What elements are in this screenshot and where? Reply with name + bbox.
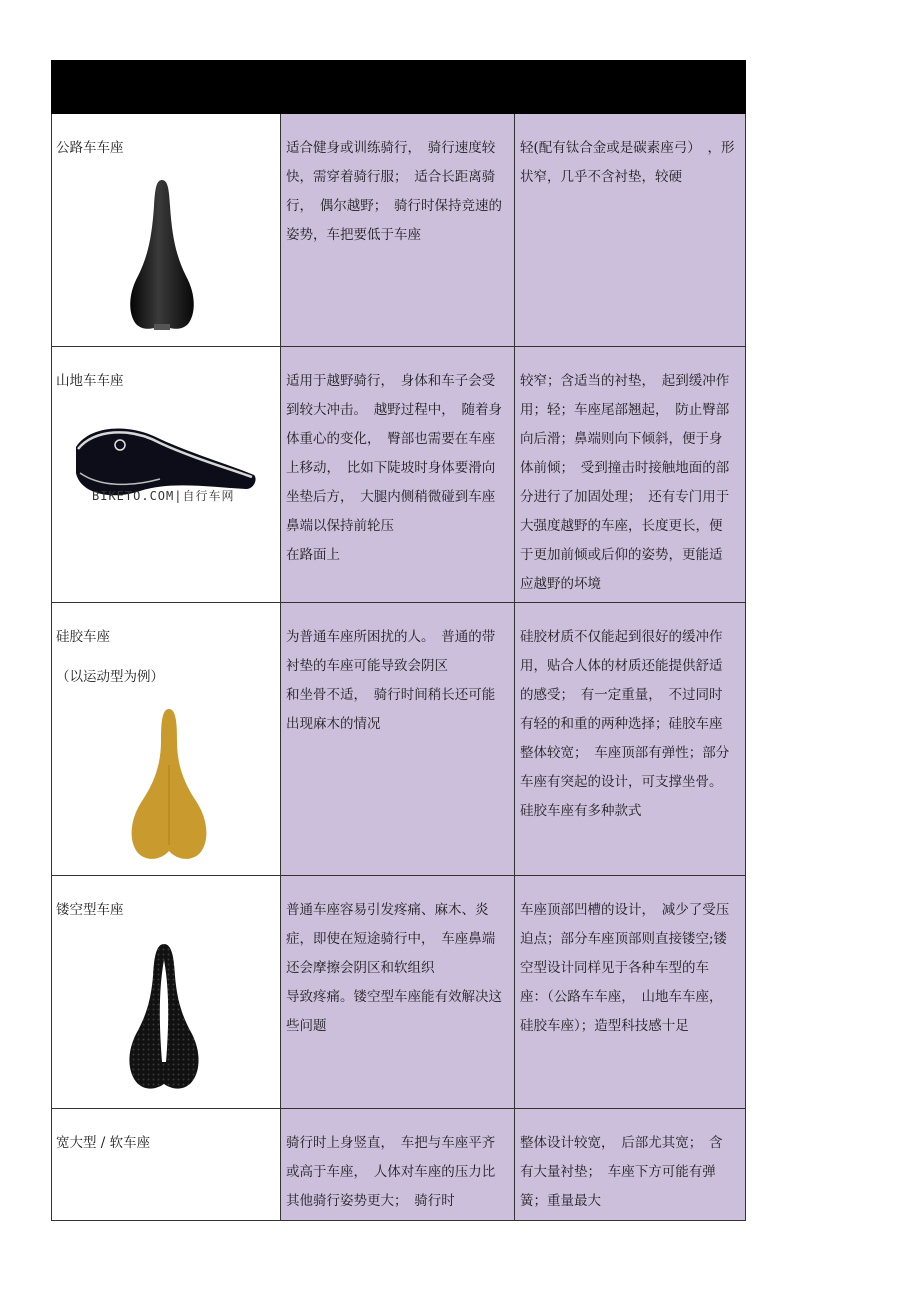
saddle-description: 普通车座容易引发疼痛、麻木、炎症，即使在短途骑行中， 车座鼻端还会摩擦会阴区和软组织 导致疼痛。镂空型车座能有效解决这些问题	[286, 902, 502, 1034]
description-cell	[281, 1109, 515, 1220]
road-saddle-image	[122, 176, 202, 336]
saddle-description: 为普通车座所困扰的人。 普通的带衬垫的车座可能导致会阴区 和坐骨不适， 骑行时间稍长还可能出现麻木的情况	[286, 629, 496, 732]
feature-cell	[515, 347, 746, 602]
description-cell	[281, 876, 515, 1108]
type-cell	[51, 114, 281, 346]
table-row	[51, 1109, 746, 1221]
feature-cell	[515, 114, 746, 346]
saddle-features: 轻(配有钛合金或是碳素座弓） ，形状窄，几乎不含衬垫，较硬	[520, 140, 735, 185]
table-row	[51, 603, 746, 876]
saddle-type-name: 公路车车座	[56, 140, 124, 156]
saddle-type-name: 山地车车座	[56, 373, 124, 389]
table-row	[51, 876, 746, 1109]
saddle-features: 较窄；含适当的衬垫， 起到缓冲作用；轻；车座尾部翘起， 防止臀部向后滑；鼻端则向下倾斜，便于身体前倾； 受到撞击时接触地面的部分进行了加固处理； 还有专门用于大强度越野的车座，长度更长，便于更加前倾或后仰的姿势，更能适应越野的坏境	[520, 373, 730, 592]
saddle-description: 骑行时上身竖直， 车把与车座平齐或高于车座， 人体对车座的压力比其他骑行姿势更大； 骑行时	[286, 1135, 496, 1209]
table-header-bar	[51, 60, 746, 114]
saddle-type-name: 镂空型车座	[56, 902, 124, 918]
saddle-type-name: 宽大型 / 软车座	[56, 1135, 151, 1151]
description-cell	[281, 603, 515, 875]
table-row	[51, 347, 746, 603]
saddle-type-name: 硅胶车座	[56, 629, 110, 645]
type-cell	[51, 347, 281, 602]
type-cell	[51, 1109, 281, 1220]
feature-cell	[515, 876, 746, 1108]
saddle-description: 适合健身或训练骑行， 骑行速度较快，需穿着骑行服； 适合长距离骑行， 偶尔越野； 骑行时保持竞速的姿势，车把要低于车座	[286, 140, 502, 243]
type-cell	[51, 603, 281, 875]
description-cell	[281, 114, 515, 346]
saddle-features: 整体设计较宽， 后部尤其宽； 含有大量衬垫； 车座下方可能有弹簧；重量最大	[520, 1135, 723, 1209]
feature-cell	[515, 1109, 746, 1220]
description-cell	[281, 347, 515, 602]
cutout-saddle-image	[126, 942, 202, 1092]
saddle-features: 车座顶部凹槽的设计， 减少了受压迫点；部分车座顶部则直接镂空;镂空型设计同样见于各种车型的车座：（公路车车座， 山地车车座， 硅胶车座）；造型科技感十足	[520, 902, 730, 1034]
type-cell	[51, 876, 281, 1108]
table-row	[51, 114, 746, 347]
saddle-features: 硅胶材质不仅能起到很好的缓冲作用，贴合人体的材质还能提供舒适的感受； 有一定重量， 不过同时有轻的和重的两种选择；硅胶车座整体较宽； 车座顶部有弹性；部分车座有突起的设计，可支撑坐骨。 硅胶车座有多种款式	[520, 629, 730, 819]
saddle-description: 适用于越野骑行， 身体和车子会受到较大冲击。 越野过程中， 随着身体重心的变化， 臀部也需要在车座上移动， 比如下陡坡时身体要滑向坐垫后方， 大腿内侧稍微碰到车座鼻端以保持前轮压 在路面上	[286, 373, 502, 563]
watermark: BIKETO.COM|自行车网	[92, 489, 235, 503]
feature-cell	[515, 603, 746, 875]
saddle-type-note: （以运动型为例）	[56, 669, 164, 685]
gel-saddle-image	[124, 705, 214, 865]
